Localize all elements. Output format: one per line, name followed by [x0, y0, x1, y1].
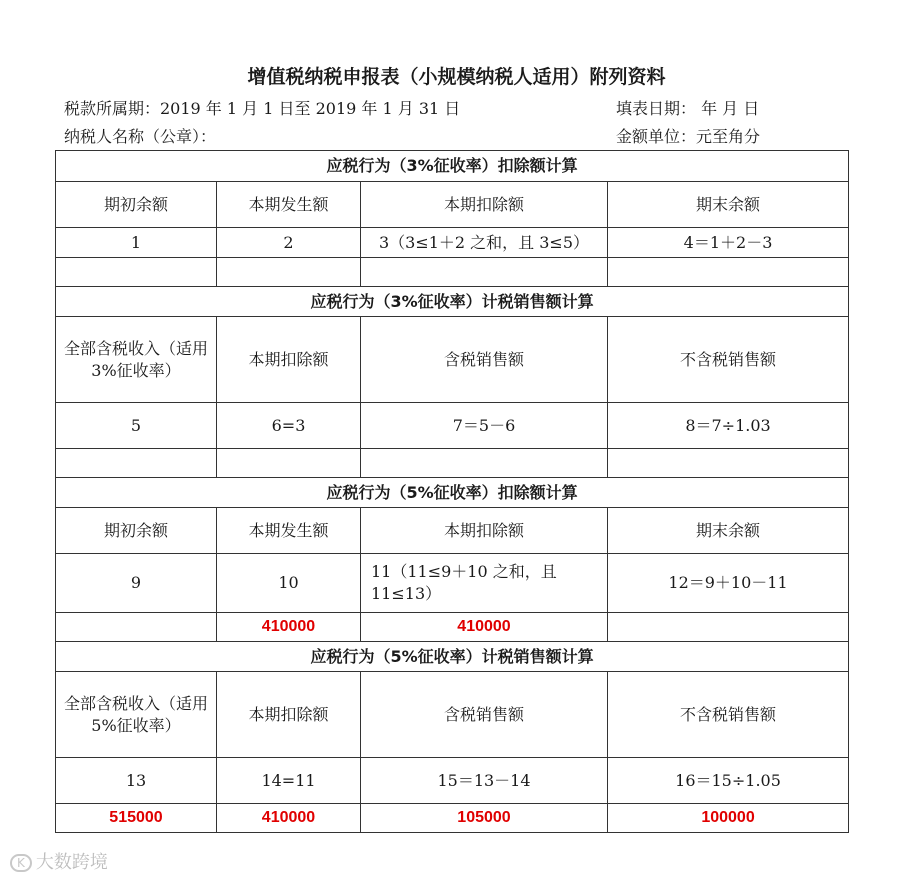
column-number-cell: 14=11: [217, 758, 361, 804]
column-number-cell: 16＝15÷1.05: [608, 758, 849, 804]
table-row: [56, 403, 849, 449]
table-row: [56, 228, 849, 258]
value-cell: [56, 613, 217, 642]
value-cell: 410000: [217, 804, 361, 833]
amount-unit: 金额单位：元至角分: [616, 127, 761, 146]
column-number-cell: 8＝7÷1.03: [608, 403, 849, 449]
value-cell: 410000: [361, 613, 608, 642]
form-table: [55, 150, 849, 833]
section-title: 应税行为（5%征收率）计税销售额计算: [56, 642, 849, 672]
table-row: [56, 182, 849, 228]
section-title: 应税行为（5%征收率）扣除额计算: [56, 478, 849, 508]
value-cell: 515000: [56, 804, 217, 833]
tax-period: 税款所属期：2019 年 1 月 1 日至 2019 年 1 月 31 日: [64, 99, 461, 118]
section-title: 应税行为（3%征收率）计税销售额计算: [56, 287, 849, 317]
watermark-logo-icon: K: [10, 854, 32, 872]
table-row: [56, 449, 849, 478]
header-cell: 期初余额: [56, 508, 217, 554]
column-number-cell: 4＝1＋2－3: [608, 228, 849, 258]
header-cell: 期末余额: [608, 508, 849, 554]
taxpayer-name-label: 纳税人名称（公章）：: [64, 127, 217, 146]
column-number-cell: 1: [56, 228, 217, 258]
section-header-row: [56, 642, 849, 672]
watermark-text: 大数跨境: [35, 852, 108, 873]
header-cell: 本期扣除额: [217, 672, 361, 758]
section-title: 应税行为（3%征收率）扣除额计算: [56, 151, 849, 182]
value-cell: [361, 258, 608, 287]
column-number-cell: 15＝13－14: [361, 758, 608, 804]
header-cell: 本期发生额: [217, 508, 361, 554]
value-cell: [608, 613, 849, 642]
header-cell: 不含税销售额: [608, 317, 849, 403]
header-cell: 全部含税收入（适用 5%征收率）: [56, 672, 217, 758]
column-number-cell: 7＝5－6: [361, 403, 608, 449]
header-cell: 期初余额: [56, 182, 217, 228]
table-row: [56, 554, 849, 613]
table-row: [56, 758, 849, 804]
fill-date: 填表日期： 年 月 日: [616, 99, 760, 118]
value-cell: [217, 449, 361, 478]
header-cell: 本期扣除额: [217, 317, 361, 403]
table-row: [56, 804, 849, 833]
table-row: [56, 317, 849, 403]
column-number-cell: 3（3≤1＋2 之和，且 3≤5）: [361, 228, 608, 258]
watermark: [10, 848, 108, 874]
value-cell: [361, 449, 608, 478]
form-title: 增值税纳税申报表（小规模纳税人适用）附列资料: [247, 66, 666, 88]
column-number-cell: 11（11≤9＋10 之和，且 11≤13）: [361, 554, 608, 613]
header-cell: 全部含税收入（适用 3%征收率）: [56, 317, 217, 403]
value-cell: 105000: [361, 804, 608, 833]
column-number-cell: 10: [217, 554, 361, 613]
table-row: [56, 672, 849, 758]
section-header-row: [56, 287, 849, 317]
table-row: [56, 613, 849, 642]
header-cell: 本期扣除额: [361, 182, 608, 228]
value-cell: 100000: [608, 804, 849, 833]
value-cell: [608, 449, 849, 478]
column-number-cell: 9: [56, 554, 217, 613]
column-number-cell: 13: [56, 758, 217, 804]
column-number-cell: 12＝9＋10－11: [608, 554, 849, 613]
header-cell: 含税销售额: [361, 672, 608, 758]
column-number-cell: 5: [56, 403, 217, 449]
table-row: [56, 258, 849, 287]
header-cell: 本期发生额: [217, 182, 361, 228]
value-cell: 410000: [217, 613, 361, 642]
header-cell: 不含税销售额: [608, 672, 849, 758]
section-header-row: [56, 151, 849, 182]
header-cell: 期末余额: [608, 182, 849, 228]
header-cell: 本期扣除额: [361, 508, 608, 554]
section-header-row: [56, 478, 849, 508]
table-row: [56, 508, 849, 554]
value-cell: [608, 258, 849, 287]
column-number-cell: 2: [217, 228, 361, 258]
header-cell: 含税销售额: [361, 317, 608, 403]
column-number-cell: 6=3: [217, 403, 361, 449]
value-cell: [217, 258, 361, 287]
value-cell: [56, 449, 217, 478]
value-cell: [56, 258, 217, 287]
